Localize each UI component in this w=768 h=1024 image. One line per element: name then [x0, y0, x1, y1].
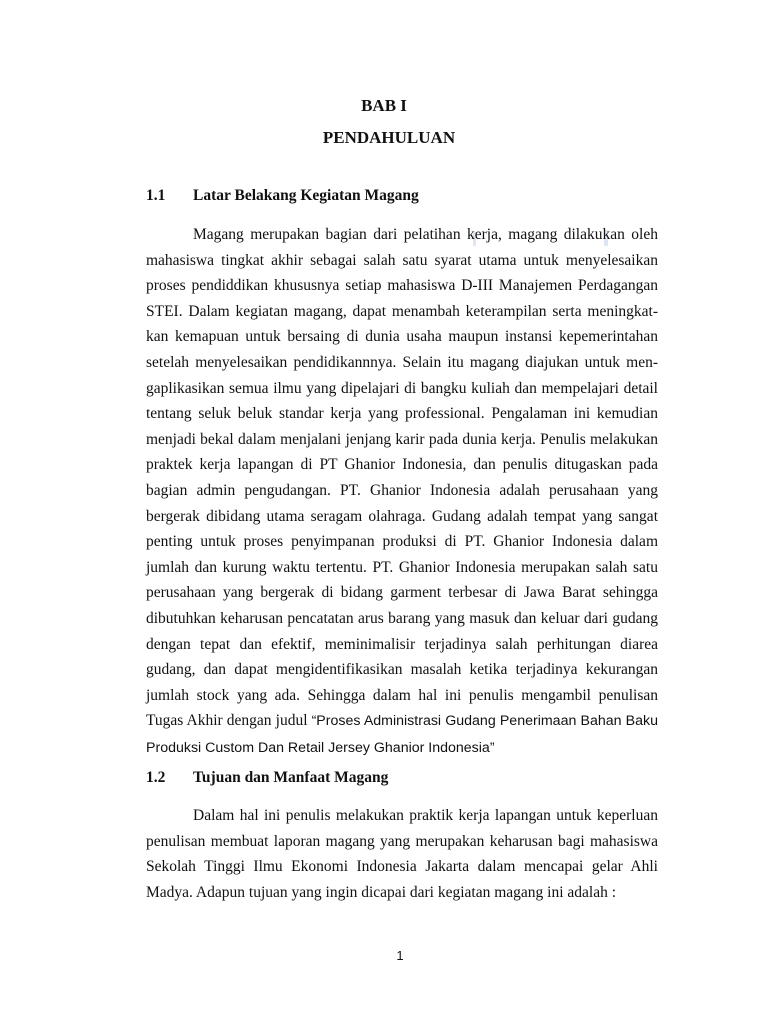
section-title: Latar Belakang Kegiatan Magang [193, 187, 419, 204]
section-number: 1.2 [146, 769, 166, 786]
chapter-title: PENDAHULUAN [322, 128, 456, 147]
chapter-number: BAB I [361, 96, 407, 115]
paragraph-text-end: judul [275, 712, 312, 730]
body-paragraph [146, 222, 658, 761]
internship-report-title: “Proses Administrasi Gudang Penerimaan Bahan Baku Produksi Custom Dan Retail Jersey Ghanior Indonesia” [146, 713, 658, 756]
body-paragraph [146, 803, 658, 905]
page-number: 1 [396, 948, 404, 963]
section-heading [146, 768, 388, 788]
paragraph-text: Magang merupakan bagian dari pelatihan kerja, magang dilakukan oleh mahasiswa tingkat akhir sebagai salah satu syarat utama untuk menyelesaikan proses pendiddikan khususnya setiap mahasiswa D-III Manajemen Perdagangan STEI. Dalam kegiatan magang, dapat menambah keterampilan serta meningkat-kan kemapuan untuk bersaing di dunia usaha maupun instansi kepemerintahan setelah menyelesaikan pendidikannnya. Selain itu magang diajukan untuk men-gaplikasikan semua ilmu yang dipelajari di bangku kuliah dan mempelajari detail tentang seluk beluk standar kerja yang professional. Pengalaman ini kemudian menjadi bekal dalam menjalani jenjang karir pada dunia kerja. Penulis melakukan praktek kerja lapangan di PT Ghanior Indonesia, dan penulis ditugaskan pada bagian admin pengudangan. PT. Ghanior Indonesia adalah perusahaan yang bergerak dibidang utama seragam olahraga. Gudang adalah tempat yang sangat penting untuk proses penyimpanan produksi di PT. Ghanior Indonesia dalam jumlah dan kurung waktu tertentu. PT. Ghanior Indonesia merupakan salah satu perusahaan yang bergerak di bidang garment terbesar di Jawa Barat sehingga dibutuhkan keharusan pencatatan arus barang yang masuk dan keluar dari gudang dengan tepat dan efektif, meminimalisir terjadinya salah perhitungan diarea gudang, dan dapat mengidentifikasikan masalah ketika terjadinya kekurangan jumlah stock yang ada. Sehingga dalam hal ini penulis mengambil penulisan Tugas Akhir dengan [146, 226, 658, 730]
section-heading [146, 186, 419, 206]
section-title: Tujuan dan Manfaat Magang [193, 769, 389, 786]
section-number: 1.1 [146, 187, 166, 204]
paragraph-text: Dalam hal ini penulis melakukan praktik kerja lapangan untuk keperluan penulisan membuat laporan magang yang merupakan keharusan bagi mahasiswa Sekolah Tinggi Ilmu Ekonomi Indonesia Jakarta dalam mencapai gelar Ahli Madya. Adapun tujuan yang ingin dicapai dari kegiatan magang ini adalah : [146, 807, 658, 901]
